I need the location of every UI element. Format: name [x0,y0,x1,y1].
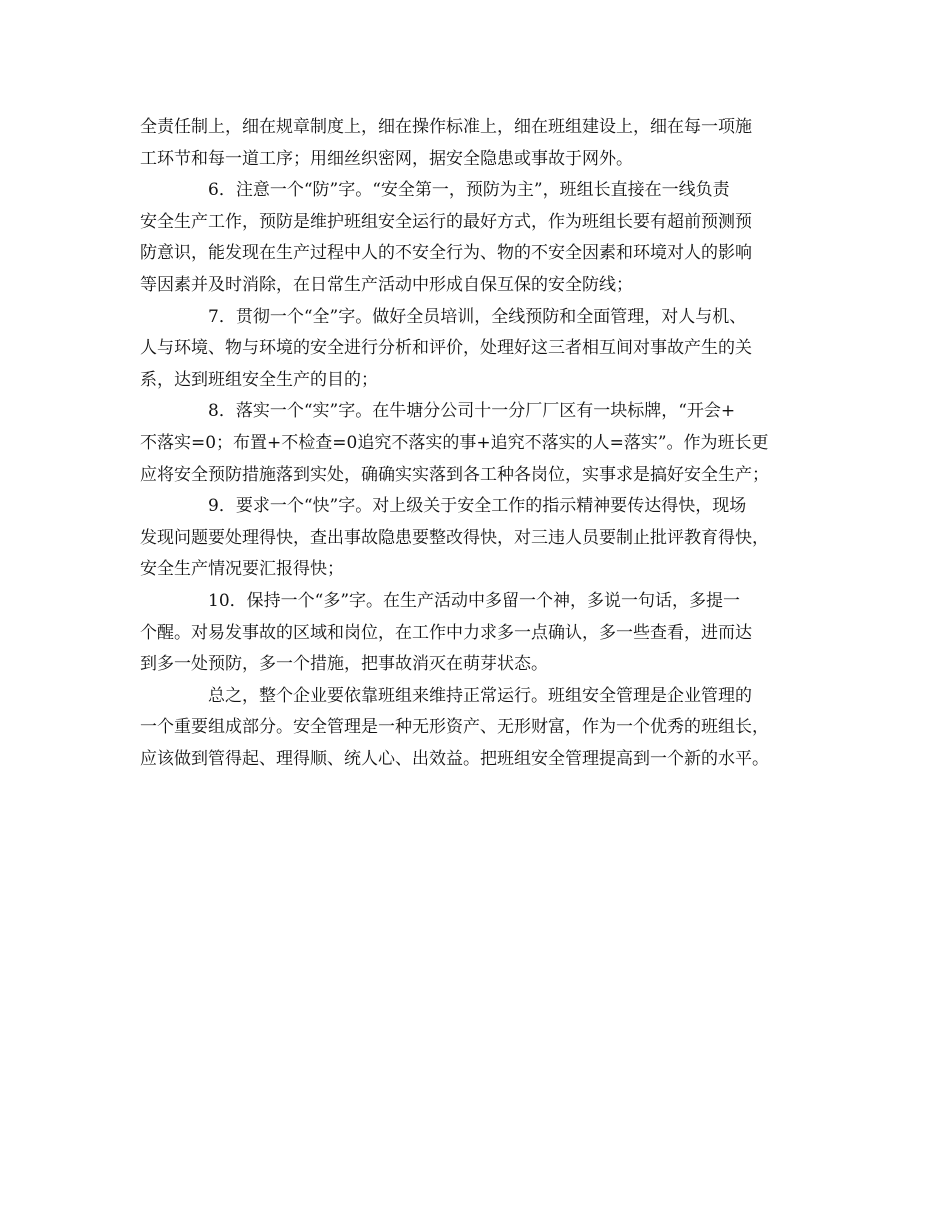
paragraph-item-6 [140,175,830,301]
text-line: 人与环境、物与环境的安全进行分析和评价，处理好这三者相互间对事故产生的关 [140,338,752,359]
text-line: 8．落实一个“实”字。在牛塘分公司十一分厂厂区有一块标牌，“开会+ [208,401,736,422]
text-line: 10．保持一个“多”字。在生产活动中多留一个神，多说一句话，多提一 [208,590,741,611]
text-line: 到多一处预防，多一个措施，把事故消灭在萌芽状态。 [140,654,548,675]
paragraph-item-7 [140,302,830,397]
paragraph-summary [140,681,830,776]
text-line: 个醒。对易发事故的区域和岗位，在工作中力求多一点确认，多一些查看，进而达 [140,622,752,643]
paragraph-item-8 [140,396,830,491]
paragraph-continuation [140,112,830,175]
text-line: 全责任制上，细在规章制度上，细在操作标准上，细在班组建设上，细在每一项施 [140,117,752,137]
text-line: 6．注意一个“防”字。“安全第一，预防为主”，班组长直接在一线负责 [208,180,730,201]
text-line: 总之，整个企业要依靠班组来维持正常运行。班组安全管理是企业管理的 [208,685,752,706]
text-line: 工环节和每一道工序；用细丝织密网，据安全隐患或事故于网外。 [140,148,633,169]
document-body [140,112,830,775]
text-line: 一个重要组成部分。安全管理是一种无形资产、无形财富，作为一个优秀的班组长， [140,717,769,738]
text-line: 防意识，能发现在生产过程中人的不安全行为、物的不安全因素和环境对人的影响 [140,243,752,264]
text-line: 发现问题要处理得快，查出事故隐患要整改得快，对三违人员要制止批评教育得快， [140,527,769,548]
text-line: 应将安全预防措施落到实处，确确实实落到各工种各岗位，实事求是搞好安全生产； [140,464,769,485]
paragraph-item-9 [140,491,830,586]
paragraph-item-10 [140,586,830,681]
text-line: 不落实=0；布置+不检查=0追究不落实的事+追究不落实的人=落实”。作为班长更 [140,432,769,453]
text-line: 应该做到管得起、理得顺、统人心、出效益。把班组安全管理提高到一个新的水平。 [140,748,769,769]
text-line: 系，达到班组安全生产的目的； [140,369,378,390]
text-line: 安全生产工作，预防是维护班组安全运行的最好方式，作为班组长要有超前预测预 [140,211,752,232]
text-line: 等因素并及时消除，在日常生产活动中形成自保互保的安全防线； [140,274,633,295]
text-line: 安全生产情况要汇报得快； [140,559,344,580]
text-line: 7．贯彻一个“全”字。做好全员培训，全线预防和全面管理，对人与机、 [208,306,747,327]
text-line: 9．要求一个“快”字。对上级关于安全工作的指示精神要传达得快，现场 [208,496,747,517]
